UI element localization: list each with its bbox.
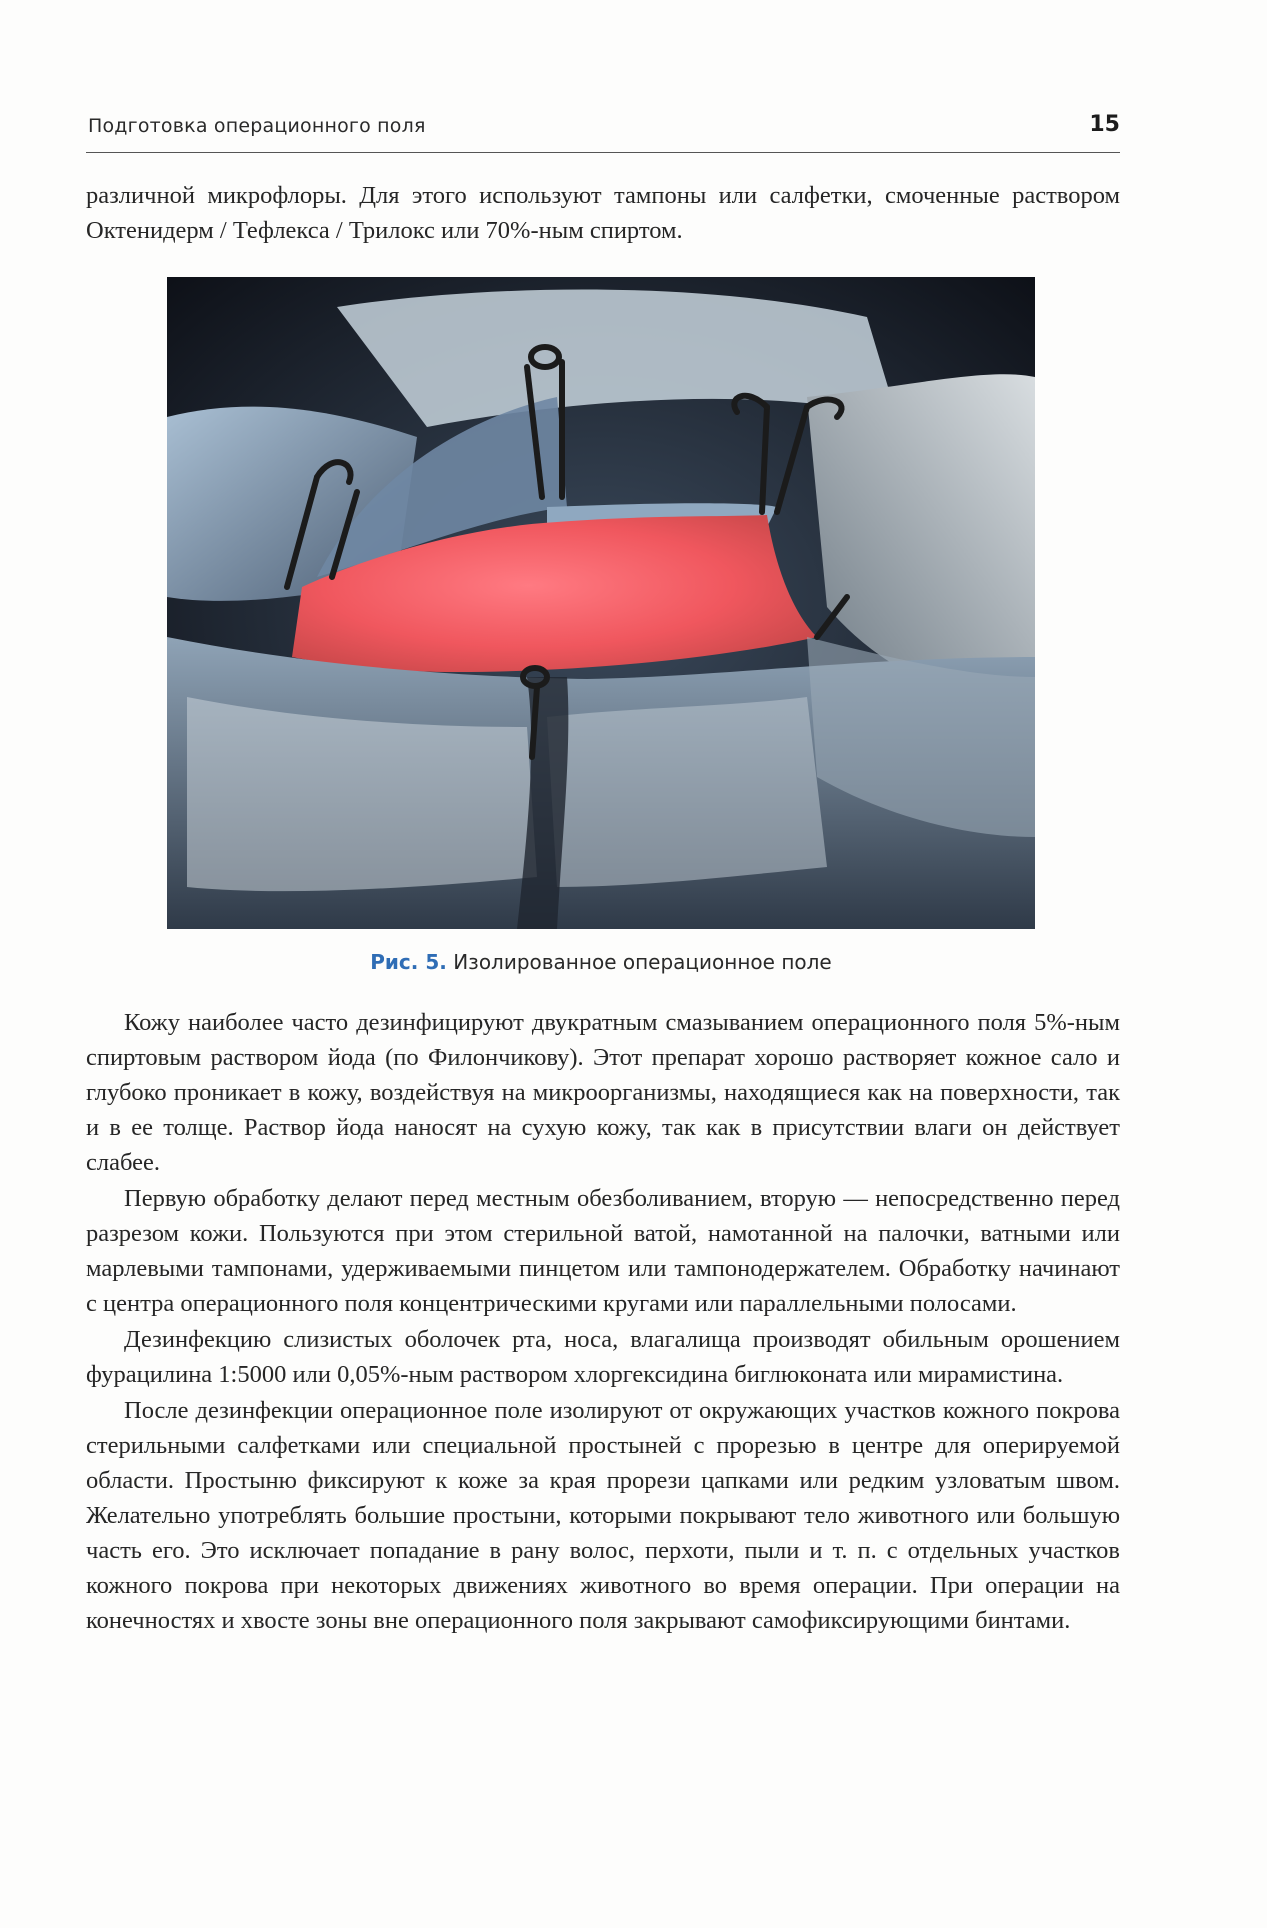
surgical-field-photo xyxy=(167,277,1035,929)
paragraph: Кожу наиболее часто дезинфицируют двукратным смазыванием операционного поля 5%-ным спиртовым раствором йода (по Филончикову). Этот препарат хорошо растворяет кожное сало и глубоко проникает в кожу, воздействуя на микроорганизмы, находящиеся как на поверхности, так и в ее толще. Раствор йода наносят на сухую кожу, так как в присутствии влаги он действует слабее. xyxy=(86,1009,1120,1176)
main-text xyxy=(86,1005,1120,1639)
page-number: 15 xyxy=(1089,112,1120,137)
running-header xyxy=(86,112,1120,153)
figure-caption-text: Изолированное операционное поле xyxy=(453,950,832,974)
figure-caption-label: Рис. 5. xyxy=(370,950,447,974)
running-header-title: Подготовка операционного поля xyxy=(88,115,426,137)
paragraph: Первую обработку делают перед местным обезболиванием, вторую — непосредственно перед разрезом кожи. Пользуются при этом стерильной ватой, намотанной на палочки, ватными или марлевыми тампонами, удерживаемыми пинцетом или тампонодержателем. Обработку начинают с центра операционного поля концентрическими кругами или параллельными полосами. xyxy=(86,1185,1120,1317)
paragraph: Дезинфекцию слизистых оболочек рта, носа, влагалища производят обильным орошением фурацилина 1:5000 или 0,05%-ным раствором хлоргексидина биглюконата или мирамистина. xyxy=(86,1326,1120,1388)
figure-caption xyxy=(167,950,1035,974)
paragraph: После дезинфекции операционное поле изолируют от окружающих участков кожного покрова стерильными салфетками или специальной простыней с прорезью в центре для оперируемой области. Простыню фиксируют к коже за края прорези цапками или редким узловатым швом. Желательно употреблять большие простыни, которыми покрывают тело животного или большую часть его. Это исключает попадание в рану волос, перхоти, пыли и т. п. с отдельных участков кожного покрова при некоторых движениях животного во время операции. При операции на конечностях и хвосте зоны вне операционного поля закрывают самофиксирующими бинтами. xyxy=(86,1397,1120,1634)
intro-paragraph: различной микрофлоры. Для этого используют тампоны или салфетки, смоченные раствором Октенидерм / Тефлекса / Трилокс или 70%-ным спиртом. xyxy=(86,182,1120,244)
